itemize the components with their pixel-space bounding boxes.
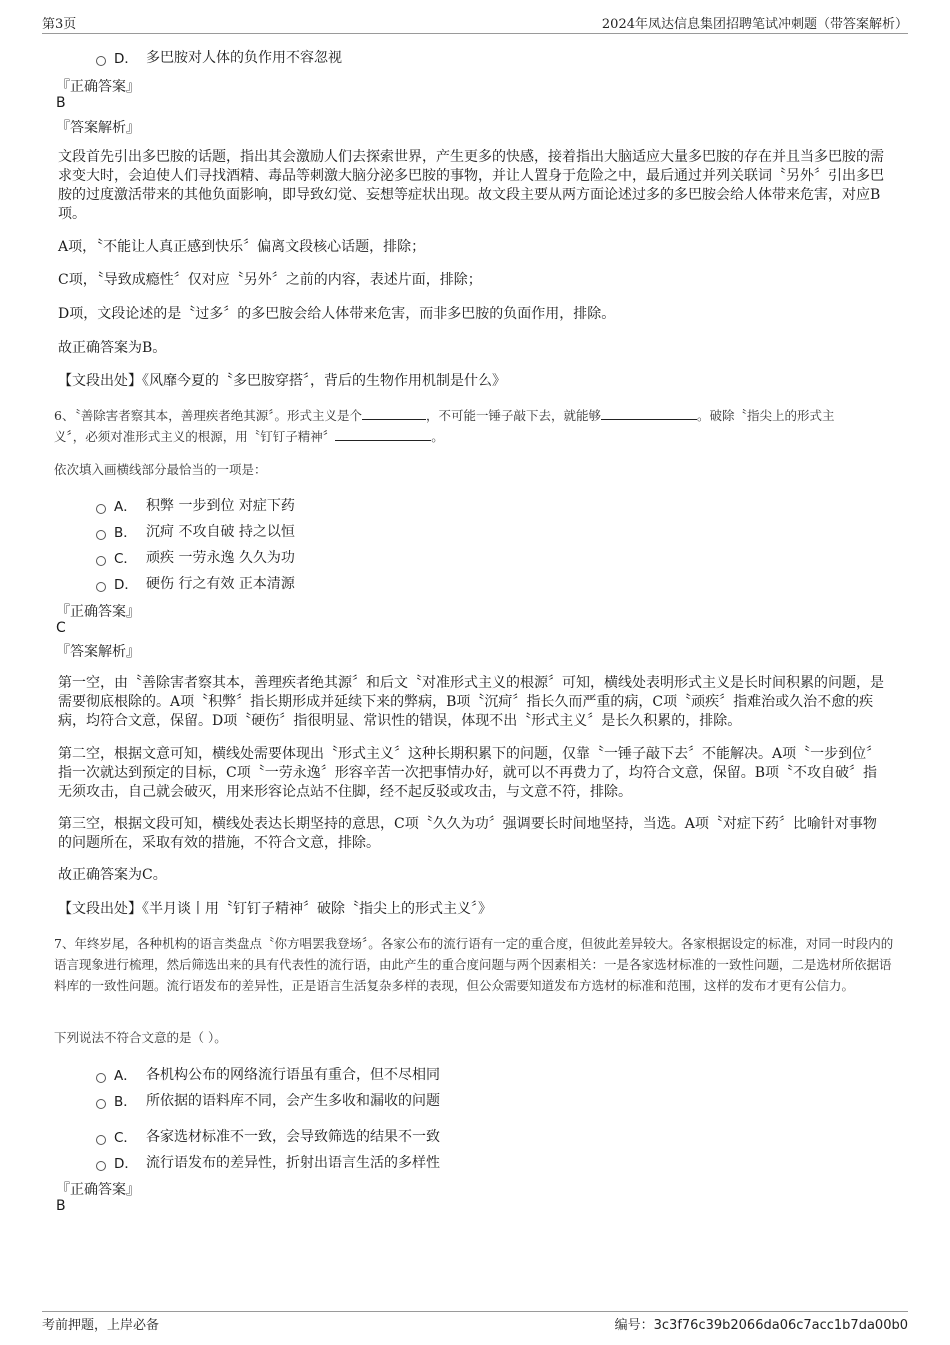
footer-rule <box>42 1311 908 1312</box>
q5-answer: B <box>56 95 66 111</box>
blank-1 <box>362 407 426 420</box>
header-rule <box>42 33 908 34</box>
footer-slogan: 考前押题，上岸必备 <box>42 1318 160 1333</box>
q5-analysis-a: A项，〝不能让人真正感到快乐〞偏离文段核心话题，排除； <box>58 239 426 255</box>
q7-option-d[interactable]: D． 流行语发布的差异性，折射出语言生活的多样性 <box>96 1152 440 1172</box>
radio-icon[interactable] <box>96 1135 106 1145</box>
q5-source: 【文段出处】《风靡今夏的〝多巴胺穿搭〞，背后的生物作用机制是什么》 <box>58 373 506 389</box>
radio-icon[interactable] <box>96 56 106 66</box>
q6-option-b[interactable]: B． 沉疴 不攻自破 持之以恒 <box>96 521 295 541</box>
q5-analysis-d: D项，文段论述的是〝过多〞的多巴胺会给人体带来危害，而非多巴胺的负面作用，排除。 <box>58 306 616 322</box>
q5-analysis-c: C项，〝导致成瘾性〞仅对应〝另外〞之前的内容，表述片面，排除； <box>58 272 482 288</box>
q7-option-c[interactable]: C． 各家选材标准不一致，会导致筛选的结果不一致 <box>96 1126 440 1146</box>
q6-analysis-first-blank: 第一空，由〝善除害者察其本，善理疾者绝其源〞和后文〝对准形式主义的根源〞可知，横线处表明形式主义是长时间积累的问题，是需要彻底根除的。A项〝积弊〞指长期形成并延续下来的弊病，B项〝沉疴〞指长久而严重的病，C项〝顽疾〞指难治或久治不愈的疾病，均符合文意，保留。D项〝硬伤〞指很明显、常识性的错误，体现不出〝形式主义〞是长久积累的，排除。 <box>58 675 884 729</box>
radio-icon[interactable] <box>96 556 106 566</box>
q6-analysis-third-blank: 第三空，根据文段可知，横线处表达长期坚持的意思，C项〝久久为功〞强调要长时间地坚持，当选。A项〝对症下药〞比喻针对事物的问题所在，采取有效的措施，不符合文意，排除。 <box>58 816 877 851</box>
document-title: 2024年凤达信息集团招聘笔试冲刺题（带答案解析） <box>601 17 908 32</box>
q5-conclusion: 故正确答案为B。 <box>58 340 167 356</box>
radio-icon[interactable] <box>96 530 106 540</box>
radio-icon[interactable] <box>96 504 106 514</box>
q6-answer: C <box>56 620 66 636</box>
blank-3 <box>335 428 431 441</box>
q5-option-d[interactable]: D． 多巴胺对人体的负作用不容忽视 <box>96 47 342 67</box>
q6-stem: 6、〝善除害者察其本，善理疾者绝其源〞。形式主义是个 ，不可能一锤子敲下去，就能够 。破除〝指尖上的形式主 义〞，必须对准形式主义的根源，用〝钉钉子精神〞 。 <box>54 408 835 444</box>
q6-analysis-second-blank: 第二空，根据文意可知，横线处需要体现出〝形式主义〞这种长期积累下的问题，仅靠〝一锤子敲下去〞不能解决。A项〝一步到位〞指一次就达到预定的目标，C项〝一劳永逸〞形容辛苦一次把事情办好，就可以不再费力了，均符合文意，保留。B项〝不攻自破〞指无须攻击，自己就会破灭，用来形容论点站不住脚，经不起反驳或攻击，与文意不符，排除。 <box>58 746 881 800</box>
q7-answer-label: 『正确答案』 <box>56 1182 140 1198</box>
document-code: 编号：3c3f76c39b2066da06c7acc1b7da00b0 <box>614 1318 908 1333</box>
q7-answer: B <box>56 1198 66 1214</box>
q6-answer-label: 『正确答案』 <box>56 604 140 620</box>
q6-option-a[interactable]: A． 积弊 一步到位 对症下药 <box>96 495 295 515</box>
q6-option-c[interactable]: C． 顽疾 一劳永逸 久久为功 <box>96 547 295 567</box>
radio-icon[interactable] <box>96 582 106 592</box>
q7-option-a[interactable]: A． 各机构公布的网络流行语虽有重合，但不尽相同 <box>96 1064 440 1084</box>
radio-icon[interactable] <box>96 1099 106 1109</box>
q6-option-d[interactable]: D． 硬伤 行之有效 正本清源 <box>96 573 295 593</box>
page-number: 第3页 <box>42 17 77 32</box>
q5-analysis-paragraph: 文段首先引出多巴胺的话题，指出其会激励人们去探索世界，产生更多的快感，接着指出大脑适应大量多巴胺的存在并且当多巴胺的需求变大时，会迫使人们寻找酒精、毒品等刺激大脑分泌多巴胺的事物，并让人置身于危险之中，最后通过并列关联词〝另外〞引出多巴胺的过度激活带来的其他负面影响，即导致幻觉、妄想等症状出现。故文段主要从两方面论述过多的多巴胺会给人体带来危害，对应B项。 <box>58 149 884 222</box>
q6-conclusion: 故正确答案为C。 <box>58 867 167 883</box>
q6-prompt: 依次填入画横线部分最恰当的一项是： <box>54 462 267 477</box>
q6-source: 【文段出处】《半月谈丨用〝钉钉子精神〞破除〝指尖上的形式主义〞》 <box>58 901 492 917</box>
q7-option-b[interactable]: B． 所依据的语料库不同，会产生多收和漏收的问题 <box>96 1090 440 1110</box>
q5-analysis-label: 『答案解析』 <box>56 120 140 136</box>
q6-analysis-label: 『答案解析』 <box>56 644 140 660</box>
q7-stem: 7、年终岁尾，各种机构的语言类盘点〝你方唱罢我登场〞。各家公布的流行语有一定的重合度，但彼此差异较大。各家根据设定的标准，对同一时段内的语言现象进行梳理，然后筛选出来的具有代表性的流行语，由此产生的重合度问题与两个因素相关：一是各家选材标准的一致性问题，二是选材所依据语料库的一致性问题。流行语发布的差异性，正是语言生活复杂多样的表现，但公众需要知道发布方选材的标准和范围，这样的发布才更有公信力。 <box>54 936 894 993</box>
radio-icon[interactable] <box>96 1073 106 1083</box>
q7-prompt: 下列说法不符合文意的是（ ）。 <box>54 1030 227 1045</box>
radio-icon[interactable] <box>96 1161 106 1171</box>
q5-answer-label: 『正确答案』 <box>56 79 140 95</box>
blank-2 <box>601 407 697 420</box>
